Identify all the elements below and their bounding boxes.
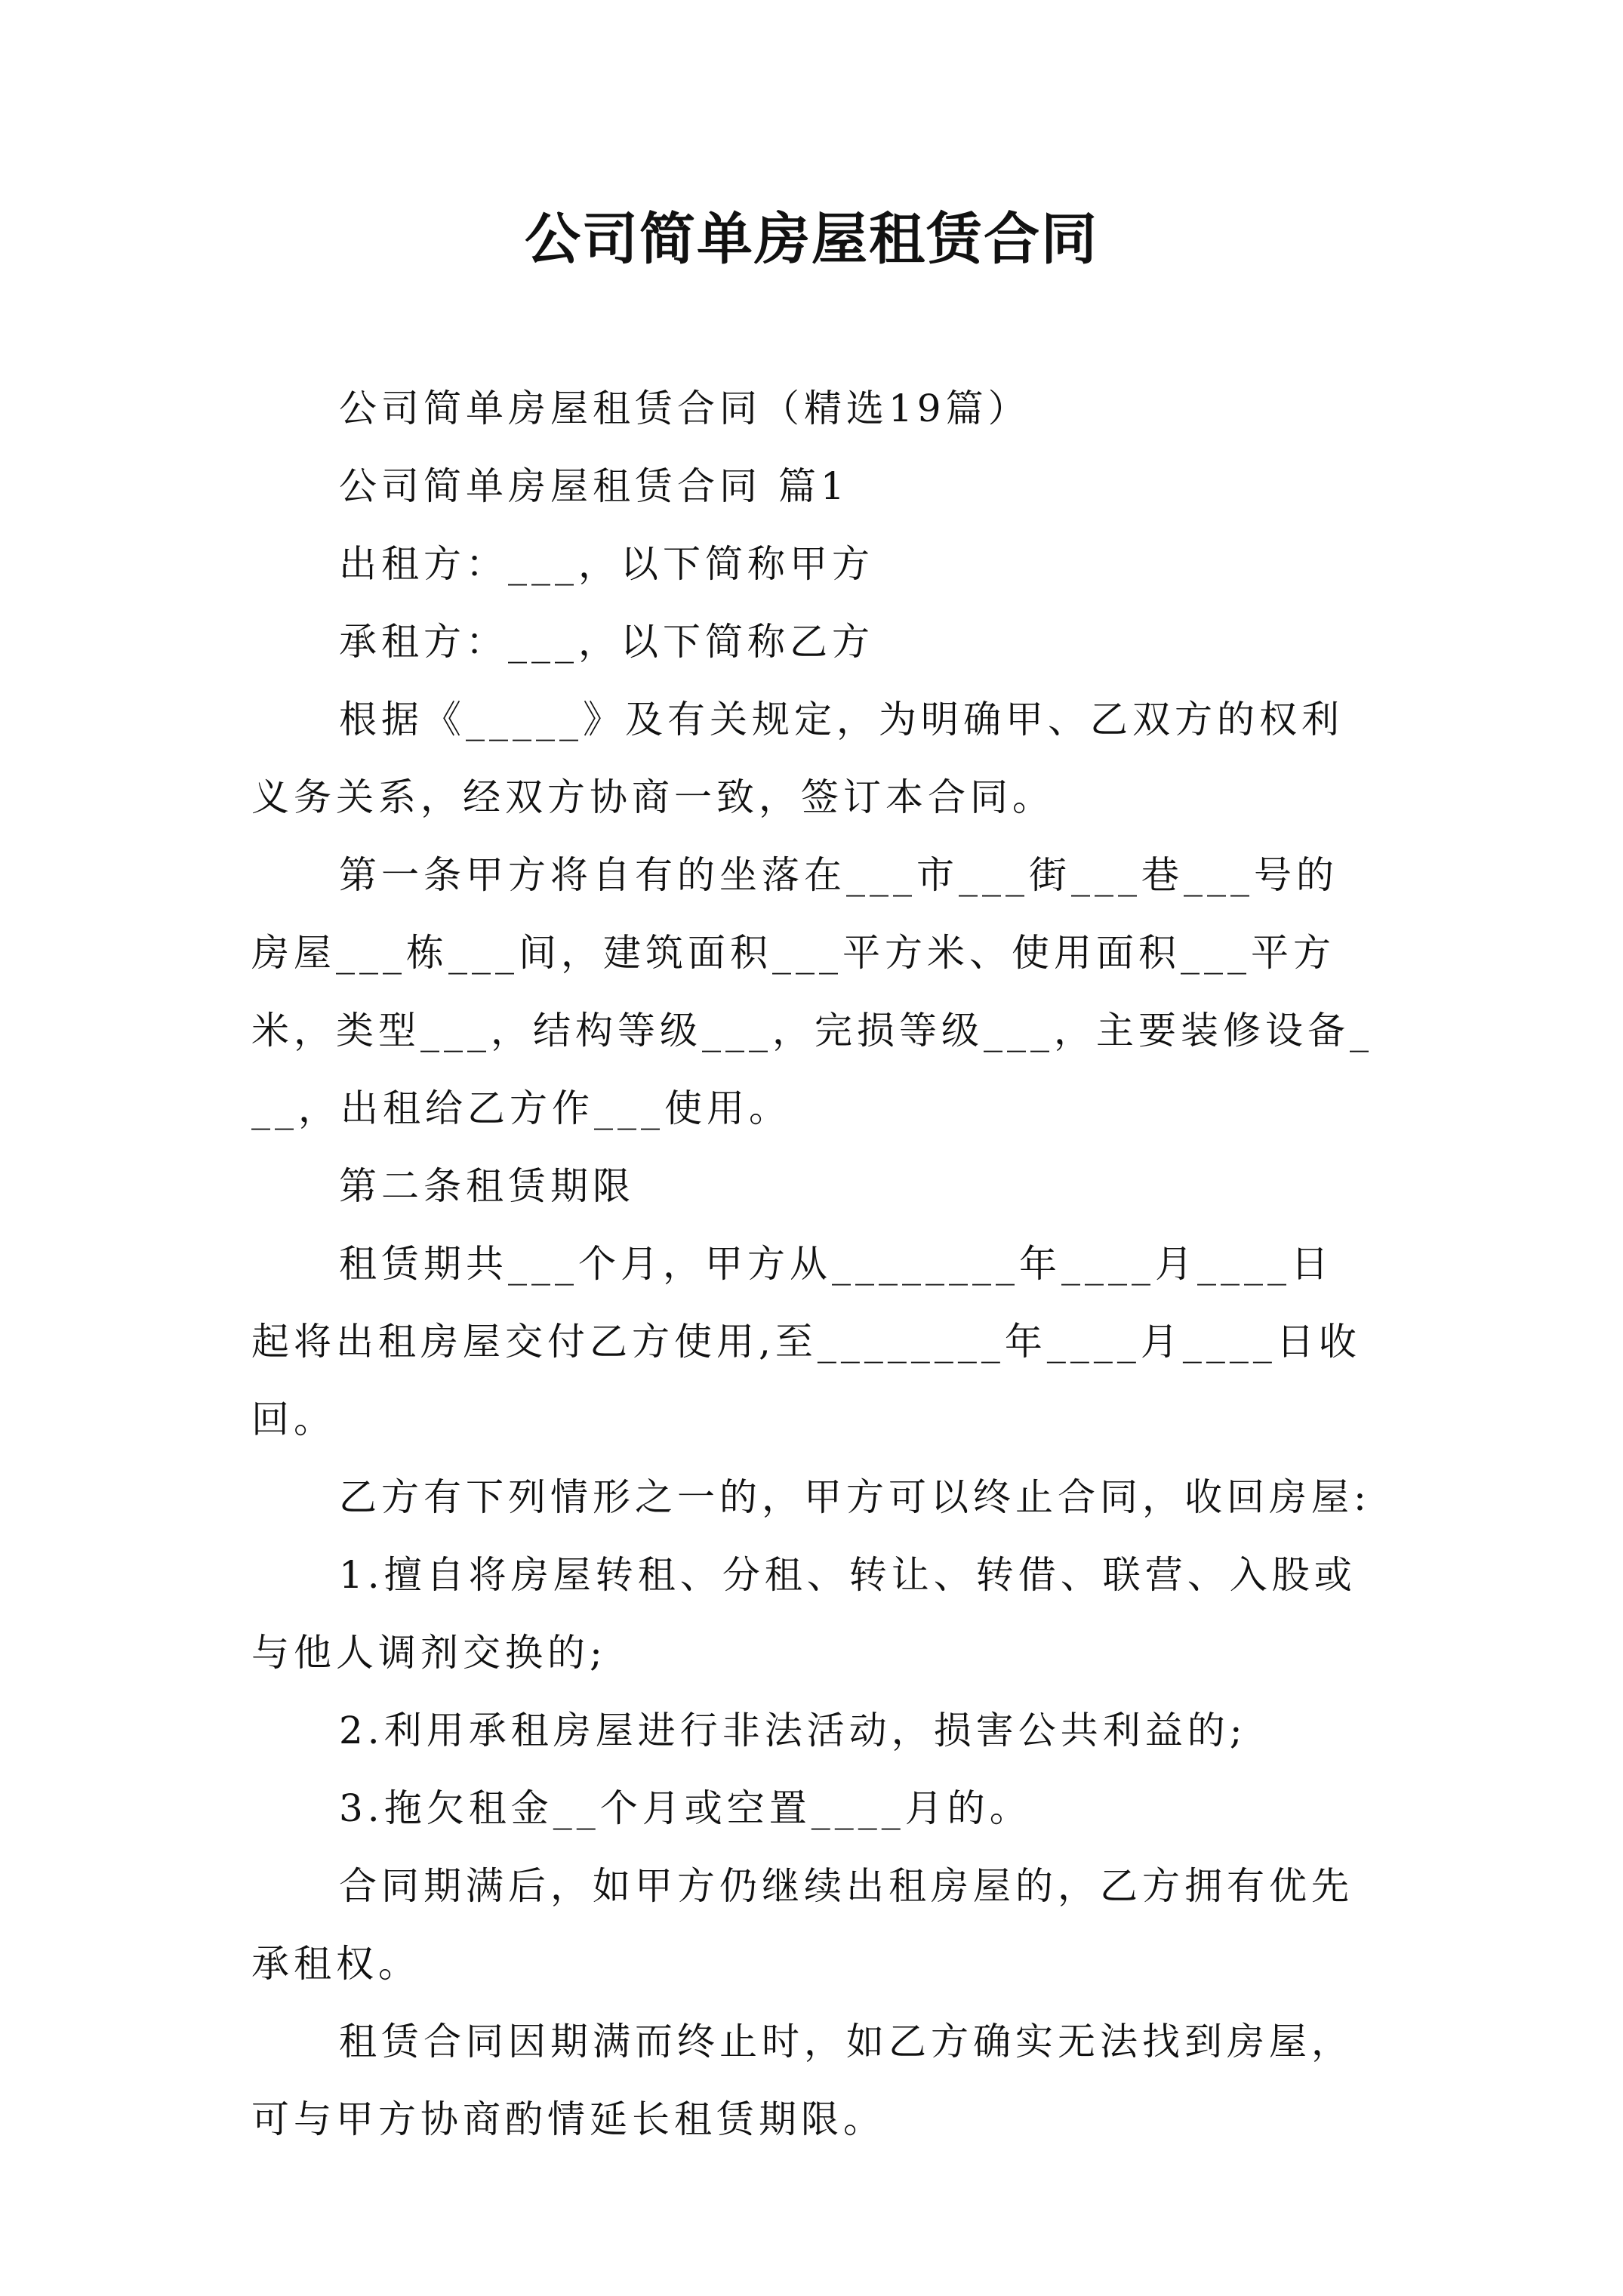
paragraph-termination-item-2: 2.利用承租房屋进行非法活动，损害公共利益的; (339, 1709, 1247, 1752)
document-body (251, 370, 1374, 2159)
paragraph-preamble: 根据《_____》及有关规定，为明确甲、乙双方的权利义务关系，经双方协商一致，签订本合同。 (251, 698, 1344, 819)
paragraph-lease-term: 租赁期共___个月，甲方从________年____月____日起将出租房屋交付乙方使用,至________年____月____日收回。 (251, 1242, 1361, 1441)
paragraph-termination-intro: 乙方有下列情形之一的，甲方可以终止合同，收回房屋: (339, 1475, 1371, 1519)
paragraph-section-heading: 公司简单房屋租赁合同 篇1 (339, 464, 849, 508)
paragraph-termination-item-3: 3.拖欠租金__个月或空置____月的。 (339, 1786, 1032, 1830)
paragraph-article-1: 第一条甲方将自有的坐落在___市___街___巷___号的房屋___栋___间，建筑面积___平方米、使用面积___平方米，类型___，结构等级___，完损等级___，主要装修设备___，出租给乙方作___使用。 (251, 853, 1373, 1130)
paragraph-article-2-heading: 第二条租赁期限 (339, 1164, 635, 1208)
document-title: 公司简单房屋租赁合同 (525, 207, 1098, 272)
paragraph-lessee: 承租方：___，以下简称乙方 (339, 620, 874, 664)
paragraph-extension: 租赁合同因期满而终止时，如乙方确实无法找到房屋，可与甲方协商酌情延长租赁期限。 (251, 2020, 1354, 2141)
paragraph-subtitle: 公司简单房屋租赁合同（精选19篇） (339, 387, 1030, 430)
paragraph-termination-item-1: 1.擅自将房屋转租、分租、转让、转借、联营、入股或与他人调剂交换的; (251, 1553, 1357, 1675)
paragraph-lessor: 出租方：___，以下简称甲方 (339, 542, 874, 586)
paragraph-renewal-priority: 合同期满后，如甲方仍继续出租房屋的，乙方拥有优先承租权。 (251, 1864, 1354, 1986)
